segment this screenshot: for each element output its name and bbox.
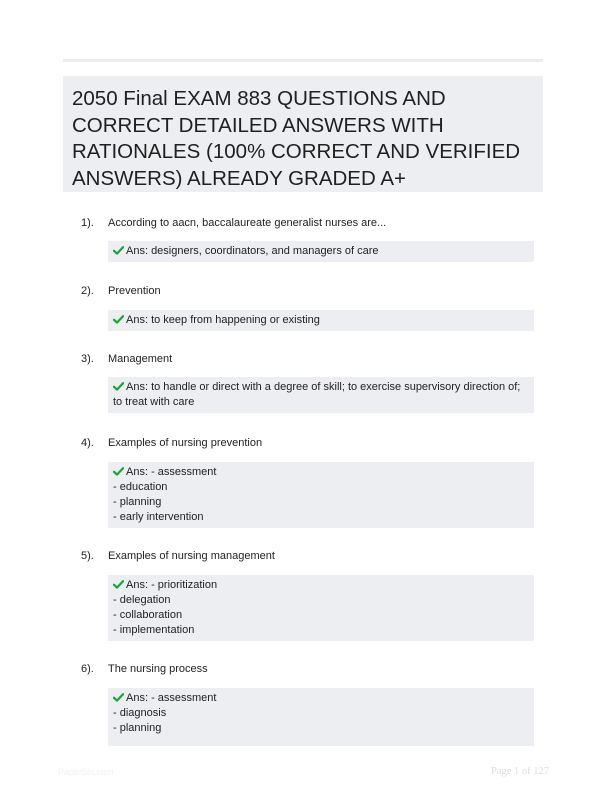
answer-box [108,310,534,331]
answer-line: - planning [113,722,162,734]
answer-box [108,241,534,262]
answer-line [113,465,528,480]
title-box [63,76,543,192]
page-title: 2050 Final EXAM 883 QUESTIONS AND CORRECT DETAILED ANSWERS WITH RATIONALES (100% CORRECT AND VERIFIED ANSWERS) ALREADY GRADED A+ [72,87,521,190]
question-number: 1). [81,217,94,229]
question-text: Examples of nursing prevention [108,437,263,449]
question-text: Management [108,353,173,365]
question-text: The nursing process [108,663,208,675]
answer-line [113,578,528,593]
answer-line: - delegation [113,594,171,606]
answer-text: Ans: to handle or direct with a degree of skill; to exercise supervisory direction of; to treat with care [113,381,521,408]
answer-line [113,691,528,706]
answer-box [108,462,534,528]
answer-text: Ans: designers, coordinators, and managers of care [126,245,379,257]
question-text: Examples of nursing management [108,550,275,562]
footer-watermark: Paperbin.com [58,767,114,777]
answer-text: Ans: - assessment [126,466,217,478]
top-divider [63,59,543,62]
answer-line: - diagnosis [113,707,167,719]
question-number: 5). [81,550,94,562]
answer-line: - planning [113,496,162,508]
answer-box [108,575,534,641]
answer-line [113,313,528,328]
answer-text: Ans: to keep from happening or existing [126,314,320,326]
answer-box [108,688,534,746]
question-number: 4). [81,437,94,449]
check-icon [113,580,124,589]
answer-line: - collaboration [113,609,183,621]
question-number: 6). [81,663,94,675]
answer-line [113,244,528,259]
check-icon [113,246,124,255]
page-number: Page 1 of 127 [490,766,549,777]
check-icon [113,467,124,476]
answer-line [113,380,528,410]
question-number: 3). [81,353,94,365]
answer-text: Ans: - prioritization [126,579,218,591]
check-icon [113,315,124,324]
check-icon [113,382,124,391]
answer-text: Ans: - assessment [126,692,217,704]
answer-box [108,377,534,413]
answer-line: - education [113,481,168,493]
answer-line: - early intervention [113,511,204,523]
question-number: 2). [81,285,94,297]
answer-line: - implementation [113,624,195,636]
question-text: According to aacn, baccalaureate generalist nurses are... [108,217,387,229]
question-text: Prevention [108,285,161,297]
check-icon [113,693,124,702]
